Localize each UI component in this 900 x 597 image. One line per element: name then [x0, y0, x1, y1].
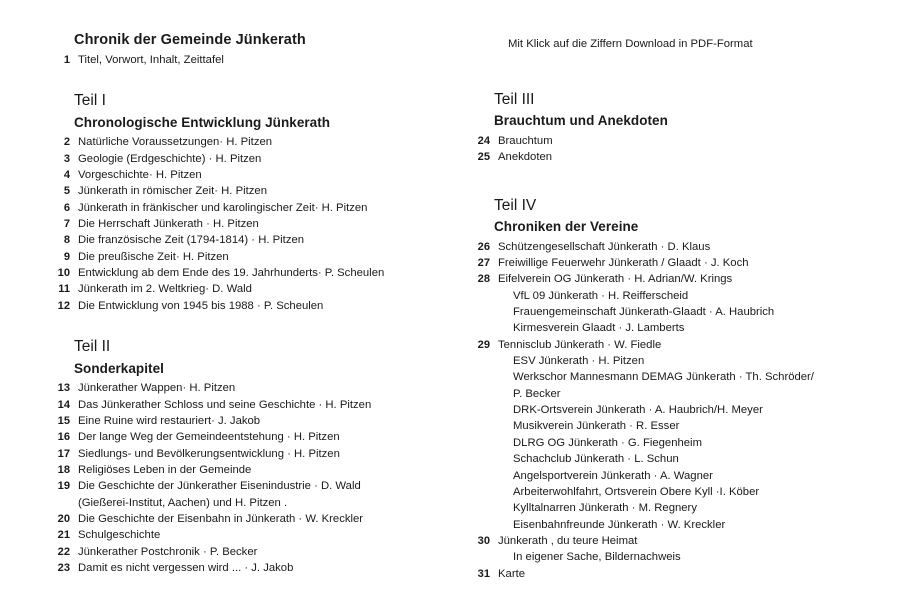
entry-label: ESV Jünkerath · H. Pitzen [513, 355, 645, 368]
entry-number[interactable]: 31 [477, 567, 490, 580]
entry-number[interactable]: 26 [477, 240, 490, 253]
entry-number[interactable]: 13 [57, 382, 70, 395]
toc-sub-entry [476, 468, 876, 484]
toc-entry[interactable] [476, 566, 876, 582]
toc-entry[interactable] [476, 239, 876, 255]
entry-number[interactable]: 10 [57, 267, 70, 280]
toc-sub-entry [476, 549, 876, 565]
entry-number[interactable]: 28 [477, 273, 490, 286]
toc-entry [56, 495, 456, 511]
entry-number[interactable]: 11 [58, 283, 70, 296]
entry-label: DRK-Ortsverein Jünkerath · A. Haubrich/H. Meyer [513, 404, 763, 417]
section-spacer [476, 166, 876, 188]
entry-label: Jünkerath in römischer Zeit· H. Pitzen [78, 185, 267, 198]
toc-entry[interactable] [56, 216, 456, 232]
entry-label: Frauengemeinschaft Jünkerath-Glaadt · A. Haubrich [513, 306, 775, 319]
entry-label: Entwicklung ab dem Ende des 19. Jahrhunderts· P. Scheulen [78, 267, 385, 280]
section-spacer [56, 68, 456, 90]
toc-entry[interactable] [56, 298, 456, 314]
toc-entry[interactable] [56, 397, 456, 413]
toc-sub-entry [476, 484, 876, 500]
entry-label: Schachclub Jünkerath · L. Schun [513, 453, 679, 466]
entry-label: Die Herrschaft Jünkerath · H. Pitzen [78, 218, 259, 231]
entry-number[interactable]: 2 [63, 136, 70, 149]
entry-label: Der lange Weg der Gemeindeentstehung · H. Pitzen [78, 431, 340, 444]
entry-label: Siedlungs- und Bevölkerungsentwicklung · H. Pitzen [78, 447, 340, 460]
toc-entry[interactable] [56, 265, 456, 281]
entry-label: Brauchtum [498, 134, 553, 147]
entry-number[interactable]: 14 [57, 398, 70, 411]
section-spacer [56, 314, 456, 336]
toc-list-teil-iv [476, 239, 876, 582]
entry-number[interactable]: 8 [63, 234, 70, 247]
entry-label: Vorgeschichte· H. Pitzen [78, 169, 202, 182]
entry-label: Musikverein Jünkerath · R. Esser [513, 420, 680, 433]
left-column [56, 0, 456, 576]
entry-label: DLRG OG Jünkerath · G. Fiegenheim [513, 436, 702, 449]
part-label-teil-iv: Teil IV [494, 196, 537, 214]
toc-entry[interactable] [56, 429, 456, 445]
entry-label: Natürliche Voraussetzungen· H. Pitzen [78, 136, 273, 149]
toc-sub-entry [476, 369, 876, 385]
entry-label: Die Geschichte der Eisenbahn in Jünkerath · W. Kreckler [78, 512, 364, 525]
entry-label: (Gießerei-Institut, Aachen) und H. Pitzen . [78, 496, 288, 509]
toc-entry[interactable] [56, 281, 456, 297]
toc-sub-entry [476, 288, 876, 304]
toc-sub-entry [476, 386, 876, 402]
toc-entry[interactable] [56, 380, 456, 396]
entry-number[interactable]: 5 [63, 185, 70, 198]
entry-label: Werkschor Mannesmann DEMAG Jünkerath · Th. Schröder/ [513, 371, 814, 384]
toc-list-teil-i [56, 134, 456, 314]
entry-number[interactable]: 21 [57, 529, 70, 542]
entry-label: Schulgeschichte [78, 529, 161, 542]
entry-label: Jünkerath im 2. Weltkrieg· D. Wald [78, 283, 252, 296]
entry-number[interactable]: 7 [63, 218, 70, 231]
entry-label: Religiöses Leben in der Gemeinde [78, 463, 252, 476]
toc-entry[interactable] [56, 52, 456, 68]
toc-sub-entry [476, 517, 876, 533]
entry-number[interactable]: 27 [477, 257, 490, 270]
toc-sub-entry [476, 435, 876, 451]
part-subtitle-teil-iii: Brauchtum und Anekdoten [494, 113, 668, 129]
entry-label: Kylltalnarren Jünkerath · M. Regnery [513, 502, 697, 515]
toc-sub-entry [476, 402, 876, 418]
entry-label: Jünkerath , du teure Heimat [498, 534, 638, 547]
right-column [476, 0, 876, 582]
part-label-teil-i: Teil I [74, 92, 106, 110]
entry-number[interactable]: 29 [477, 338, 490, 351]
part-subtitle-teil-ii: Sonderkapitel [74, 360, 164, 376]
section-spacer [476, 53, 876, 75]
entry-number[interactable]: 3 [63, 152, 70, 165]
entry-label: Karte [498, 567, 526, 580]
toc-entry[interactable] [56, 413, 456, 429]
entry-number[interactable]: 30 [477, 534, 490, 547]
entry-label: Jünkerather Wappen· H. Pitzen [78, 382, 236, 395]
toc-sub-entry [476, 304, 876, 320]
part-subtitle-teil-i: Chronologische Entwicklung Jünkerath [74, 114, 331, 130]
toc-list-teil-iii [476, 133, 876, 166]
entry-number[interactable]: 24 [477, 134, 490, 147]
entry-label: Jünkerather Postchronik · P. Becker [78, 545, 258, 558]
entry-number[interactable]: 18 [57, 463, 70, 476]
toc-entry[interactable] [56, 167, 456, 183]
entry-label: In eigener Sache, Bildernachweis [513, 551, 681, 564]
toc-entry[interactable] [56, 478, 456, 494]
toc-entry[interactable] [476, 271, 876, 287]
entry-number[interactable]: 16 [57, 431, 70, 444]
document-title: Chronik der Gemeinde Jünkerath [74, 32, 306, 48]
entry-number[interactable]: 20 [57, 512, 70, 525]
toc-entry[interactable] [56, 446, 456, 462]
entry-label: Arbeiterwohlfahrt, Ortsverein Obere Kyll ·I. Köber [513, 485, 760, 498]
entry-label: Eifelverein OG Jünkerath · H. Adrian/W. Krings [498, 273, 733, 286]
entry-label: Kirmesverein Glaadt · J. Lamberts [513, 322, 685, 335]
section-spacer [476, 188, 876, 195]
toc-entry[interactable] [476, 533, 876, 549]
toc-entry[interactable] [56, 249, 456, 265]
entry-number[interactable]: 19 [57, 480, 70, 493]
toc-entry[interactable] [56, 544, 456, 560]
part-label-teil-iii: Teil III [494, 90, 535, 108]
entry-number[interactable]: 9 [63, 250, 70, 263]
entry-number[interactable]: 4 [63, 169, 70, 182]
entry-number[interactable]: 15 [57, 414, 70, 427]
entry-label: Eisenbahnfreunde Jünkerath · W. Kreckler [513, 518, 726, 531]
entry-label: Angelsportverein Jünkerath · A. Wagner [513, 469, 713, 482]
toc-list-teil-ii [56, 380, 456, 576]
entry-label: Jünkerath in fränkischer und karolingischer Zeit· H. Pitzen [78, 201, 368, 214]
toc-entry[interactable] [56, 200, 456, 216]
toc-entry[interactable] [476, 149, 876, 165]
entry-label: Die Entwicklung von 1945 bis 1988 · P. Scheulen [78, 299, 324, 312]
toc-sub-entry [476, 500, 876, 516]
toc-sub-entry [476, 353, 876, 369]
toc-entry[interactable] [56, 560, 456, 576]
section-spacer [476, 75, 876, 89]
entry-label: VfL 09 Jünkerath · H. Reifferscheid [513, 289, 689, 302]
toc-entry[interactable] [476, 337, 876, 353]
entry-number[interactable]: 1 [63, 54, 70, 66]
entry-label: Die Geschichte der Jünkerather Eisenindustrie · D. Wald [78, 480, 361, 493]
entry-label: Geologie (Erdgeschichte) · H. Pitzen [78, 152, 262, 165]
entry-number[interactable]: 12 [57, 299, 70, 312]
toc-entry[interactable] [476, 255, 876, 271]
toc-entry[interactable] [476, 133, 876, 149]
entry-label: Eine Ruine wird restauriert· J. Jakob [78, 414, 261, 427]
toc-entry[interactable] [56, 527, 456, 543]
entry-label: Schützengesellschaft Jünkerath · D. Klaus [498, 240, 711, 253]
entry-label: Das Jünkerather Schloss und seine Geschichte · H. Pitzen [78, 398, 372, 411]
entry-label: Anekdoten [498, 151, 553, 164]
entry-label: P. Becker [513, 387, 561, 400]
entry-number[interactable]: 22 [57, 545, 70, 558]
entry-number[interactable]: 23 [57, 561, 70, 574]
toc-entry[interactable] [56, 232, 456, 248]
toc-entry[interactable] [56, 134, 456, 150]
entry-label: Titel, Vorwort, Inhalt, Zeittafel [78, 54, 224, 66]
pdf-download-note: Mit Klick auf die Ziffern Download in PDF-Format [508, 38, 753, 50]
entry-label: Damit es nicht vergessen wird ... · J. Jakob [78, 561, 294, 574]
toc-entry[interactable] [56, 462, 456, 478]
entry-label: Die französische Zeit (1794-1814) · H. Pitzen [78, 234, 305, 247]
toc-sub-entry [476, 320, 876, 336]
entry-number[interactable]: 6 [63, 201, 70, 214]
entry-label: Die preußische Zeit· H. Pitzen [78, 250, 229, 263]
toc-entry[interactable] [56, 151, 456, 167]
part-subtitle-teil-iv: Chroniken der Vereine [494, 219, 639, 235]
part-label-teil-ii: Teil II [74, 338, 111, 356]
entry-label: Tennisclub Jünkerath · W. Fiedle [498, 338, 662, 351]
toc-entry[interactable] [56, 511, 456, 527]
entry-number[interactable]: 17 [57, 447, 70, 460]
entry-label: Freiwillige Feuerwehr Jünkerath / Glaadt · J. Koch [498, 257, 749, 270]
toc-sub-entry [476, 418, 876, 434]
toc-entry[interactable] [56, 183, 456, 199]
toc-sub-entry [476, 451, 876, 467]
entry-number[interactable]: 25 [477, 151, 490, 164]
